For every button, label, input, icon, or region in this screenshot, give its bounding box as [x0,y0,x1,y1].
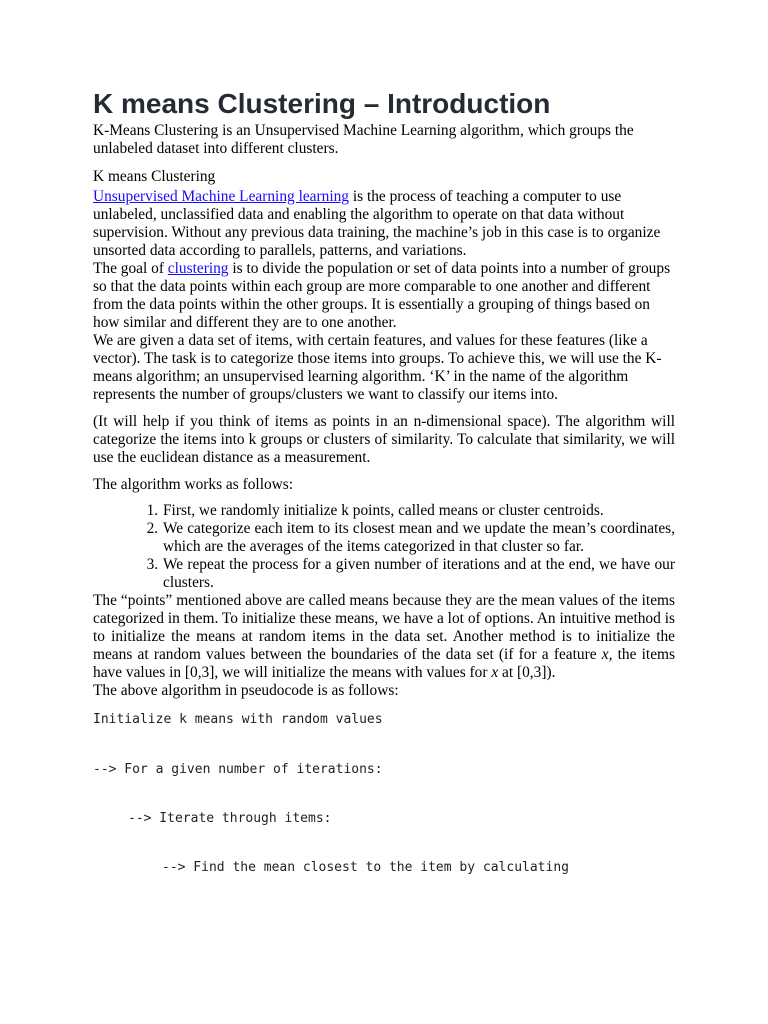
points-paragraph: (It will help if you think of items as points in an n-dimensional space). The algorithm will categorize the items into k groups or clusters of similarity. To calculate that similarity, we will use the euclidean distance as a measurement. [93,413,675,466]
means-text-3: at [0,3]). [498,664,556,681]
steps-list [93,502,675,592]
means-text-1: The “points” mentioned above are called means because they are the mean values of the items categorized in them. To initialize these means, we have a lot of options. An intuitive method is to initialize the means at random items in the data set. Another method is to initialize the means at random values between the boundaries of the data set (if for a feature [93,592,675,663]
clustering-link[interactable]: clustering [167,260,229,277]
code-line: --> For a given number of iterations: [93,762,383,777]
feature-x-italic-2: x [491,664,499,681]
unsupervised-paragraph-text: is the process of teaching a computer to use unlabeled, unclassified data and enabling the algorithm to operate on that data without supervision. Without any previous data training, the machine’s job in this case is to organize unsorted data according to parallels, patterns, and variations. [93,188,661,259]
list-item: 3. We repeat the process for a given number of iterations and at the end, we have our clusters. [162,556,675,592]
code-line: --> Iterate through items: [128,811,332,826]
document-page [93,86,675,877]
code-line: Initialize k means with random values [93,712,383,727]
intro-paragraph: K-Means Clustering is an Unsupervised Machine Learning algorithm, which groups the unlabeled dataset into different clusters. [93,122,634,157]
means-paragraph [93,592,675,682]
algorithm-intro: The algorithm works as follows: [93,476,294,493]
section-subheading: K means Clustering [93,168,216,185]
feature-x-italic: x, [601,646,613,663]
goal-text-after: is to divide the population or set of data points into a number of groups so that the data points within each group are more comparable to one another and different from the data points within the other groups. It is essentially a grouping of things based on how similar and different they are to one another. [93,260,671,331]
list-item: 1. First, we randomly initialize k points, called means or cluster centroids. [162,502,675,520]
code-line: --> Find the mean closest to the item by calculating [162,860,569,875]
list-item: 2. We categorize each item to its closest mean and we update the mean’s coordinates, which are the averages of the items categorized in that cluster so far. [162,520,675,556]
dataset-paragraph: We are given a data set of items, with certain features, and values for these features (like a vector). The task is to categorize those items into groups. To achieve this, we will use the K-means algorithm; an unsupervised learning algorithm. ‘K’ in the name of the algorithm represents the number of groups/clusters we want to classify our items into. [93,332,662,403]
unsupervised-learning-link[interactable]: Unsupervised Machine Learning learning [93,188,349,205]
unsupervised-paragraph [93,188,675,260]
pseudocode-intro: The above algorithm in pseudocode is as follows: [93,682,399,699]
means-text-2: the items have values in [0,3], we will initialize the means with values for [93,646,676,681]
goal-paragraph [93,260,675,332]
goal-text-before: The goal of [93,260,168,277]
page-title: K means Clustering – Introduction [93,88,551,119]
